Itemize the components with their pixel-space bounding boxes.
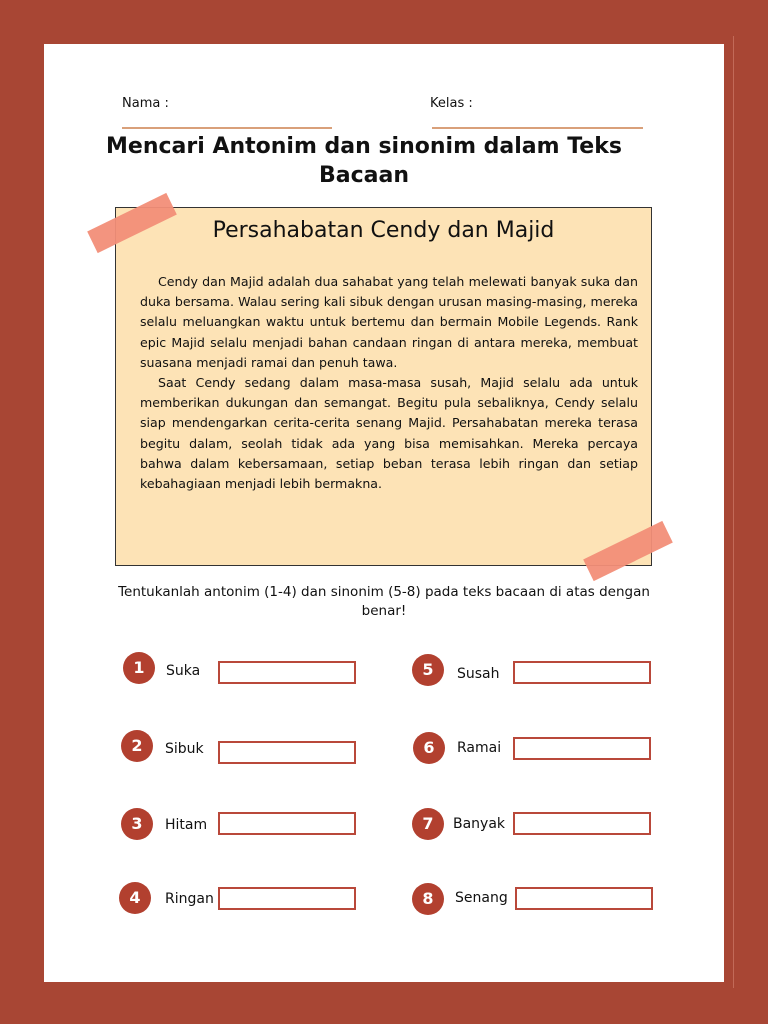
class-field-line[interactable] [432, 127, 643, 129]
reading-passage-box [115, 207, 652, 566]
question-word: Ramai [457, 740, 502, 756]
instruction-text: Tentukanlah antonim (1-4) dan sinonim (5-8) pada teks bacaan di atas dengan benar! [118, 584, 650, 619]
name-label: Nama : [122, 96, 169, 111]
passage-paragraph-1: Cendy dan Majid adalah dua sahabat yang telah melewati banyak suka dan duka bersama. Walau sering kali sibuk dengan urusan masing-masing, mereka selalu meluangkan waktu untuk bertemu dan bermain Mobile Legends. Rank epic Majid selalu menjadi bahan candaan ringan di antara mereka, membuat suasana menjadi ramai dan penuh tawa. [140, 274, 638, 370]
answer-input-7[interactable] [513, 812, 651, 835]
number-badge: 7 [412, 808, 444, 840]
question-word: Banyak [453, 816, 506, 832]
answer-input-4[interactable] [218, 887, 356, 910]
answer-input-6[interactable] [513, 737, 651, 760]
answer-input-2[interactable] [218, 741, 356, 764]
worksheet-page [44, 44, 724, 982]
question-word: Susah [457, 666, 500, 682]
number-badge: 2 [121, 730, 153, 762]
question-word: Hitam [165, 817, 208, 833]
answer-input-5[interactable] [513, 661, 651, 684]
class-label: Kelas : [430, 96, 473, 111]
passage-paragraph-2: Saat Cendy sedang dalam masa-masa susah, Majid selalu ada untuk memberikan dukungan dan semangat. Begitu pula sebaliknya, Cendy selalu siap mendengarkan cerita-cerita senang Majid. Persahabatan mereka terasa begitu dalam, seolah tidak ada yang bisa memisahkan. Mereka percaya bahwa dalam kebersamaan, setiap beban terasa lebih ringan dan setiap kebahagiaan menjadi lebih bermakna. [140, 375, 638, 492]
question-word: Senang [455, 890, 508, 906]
worksheet-title: Mencari Antonim dan sinonim dalam Teks Bacaan [106, 134, 622, 188]
number-badge: 4 [119, 882, 151, 914]
number-badge: 8 [412, 883, 444, 915]
question-word: Suka [166, 663, 201, 679]
passage-text [140, 272, 638, 494]
answer-input-8[interactable] [515, 887, 653, 910]
number-badge: 3 [121, 808, 153, 840]
number-badge: 5 [412, 654, 444, 686]
name-field-line[interactable] [122, 127, 332, 129]
number-badge: 6 [413, 732, 445, 764]
number-badge: 1 [123, 652, 155, 684]
passage-title: Persahabatan Cendy dan Majid [212, 218, 555, 243]
frame-edge-line [733, 36, 734, 988]
question-word: Sibuk [165, 741, 204, 757]
question-word: Ringan [165, 891, 214, 907]
answer-input-3[interactable] [218, 812, 356, 835]
answer-input-1[interactable] [218, 661, 356, 684]
